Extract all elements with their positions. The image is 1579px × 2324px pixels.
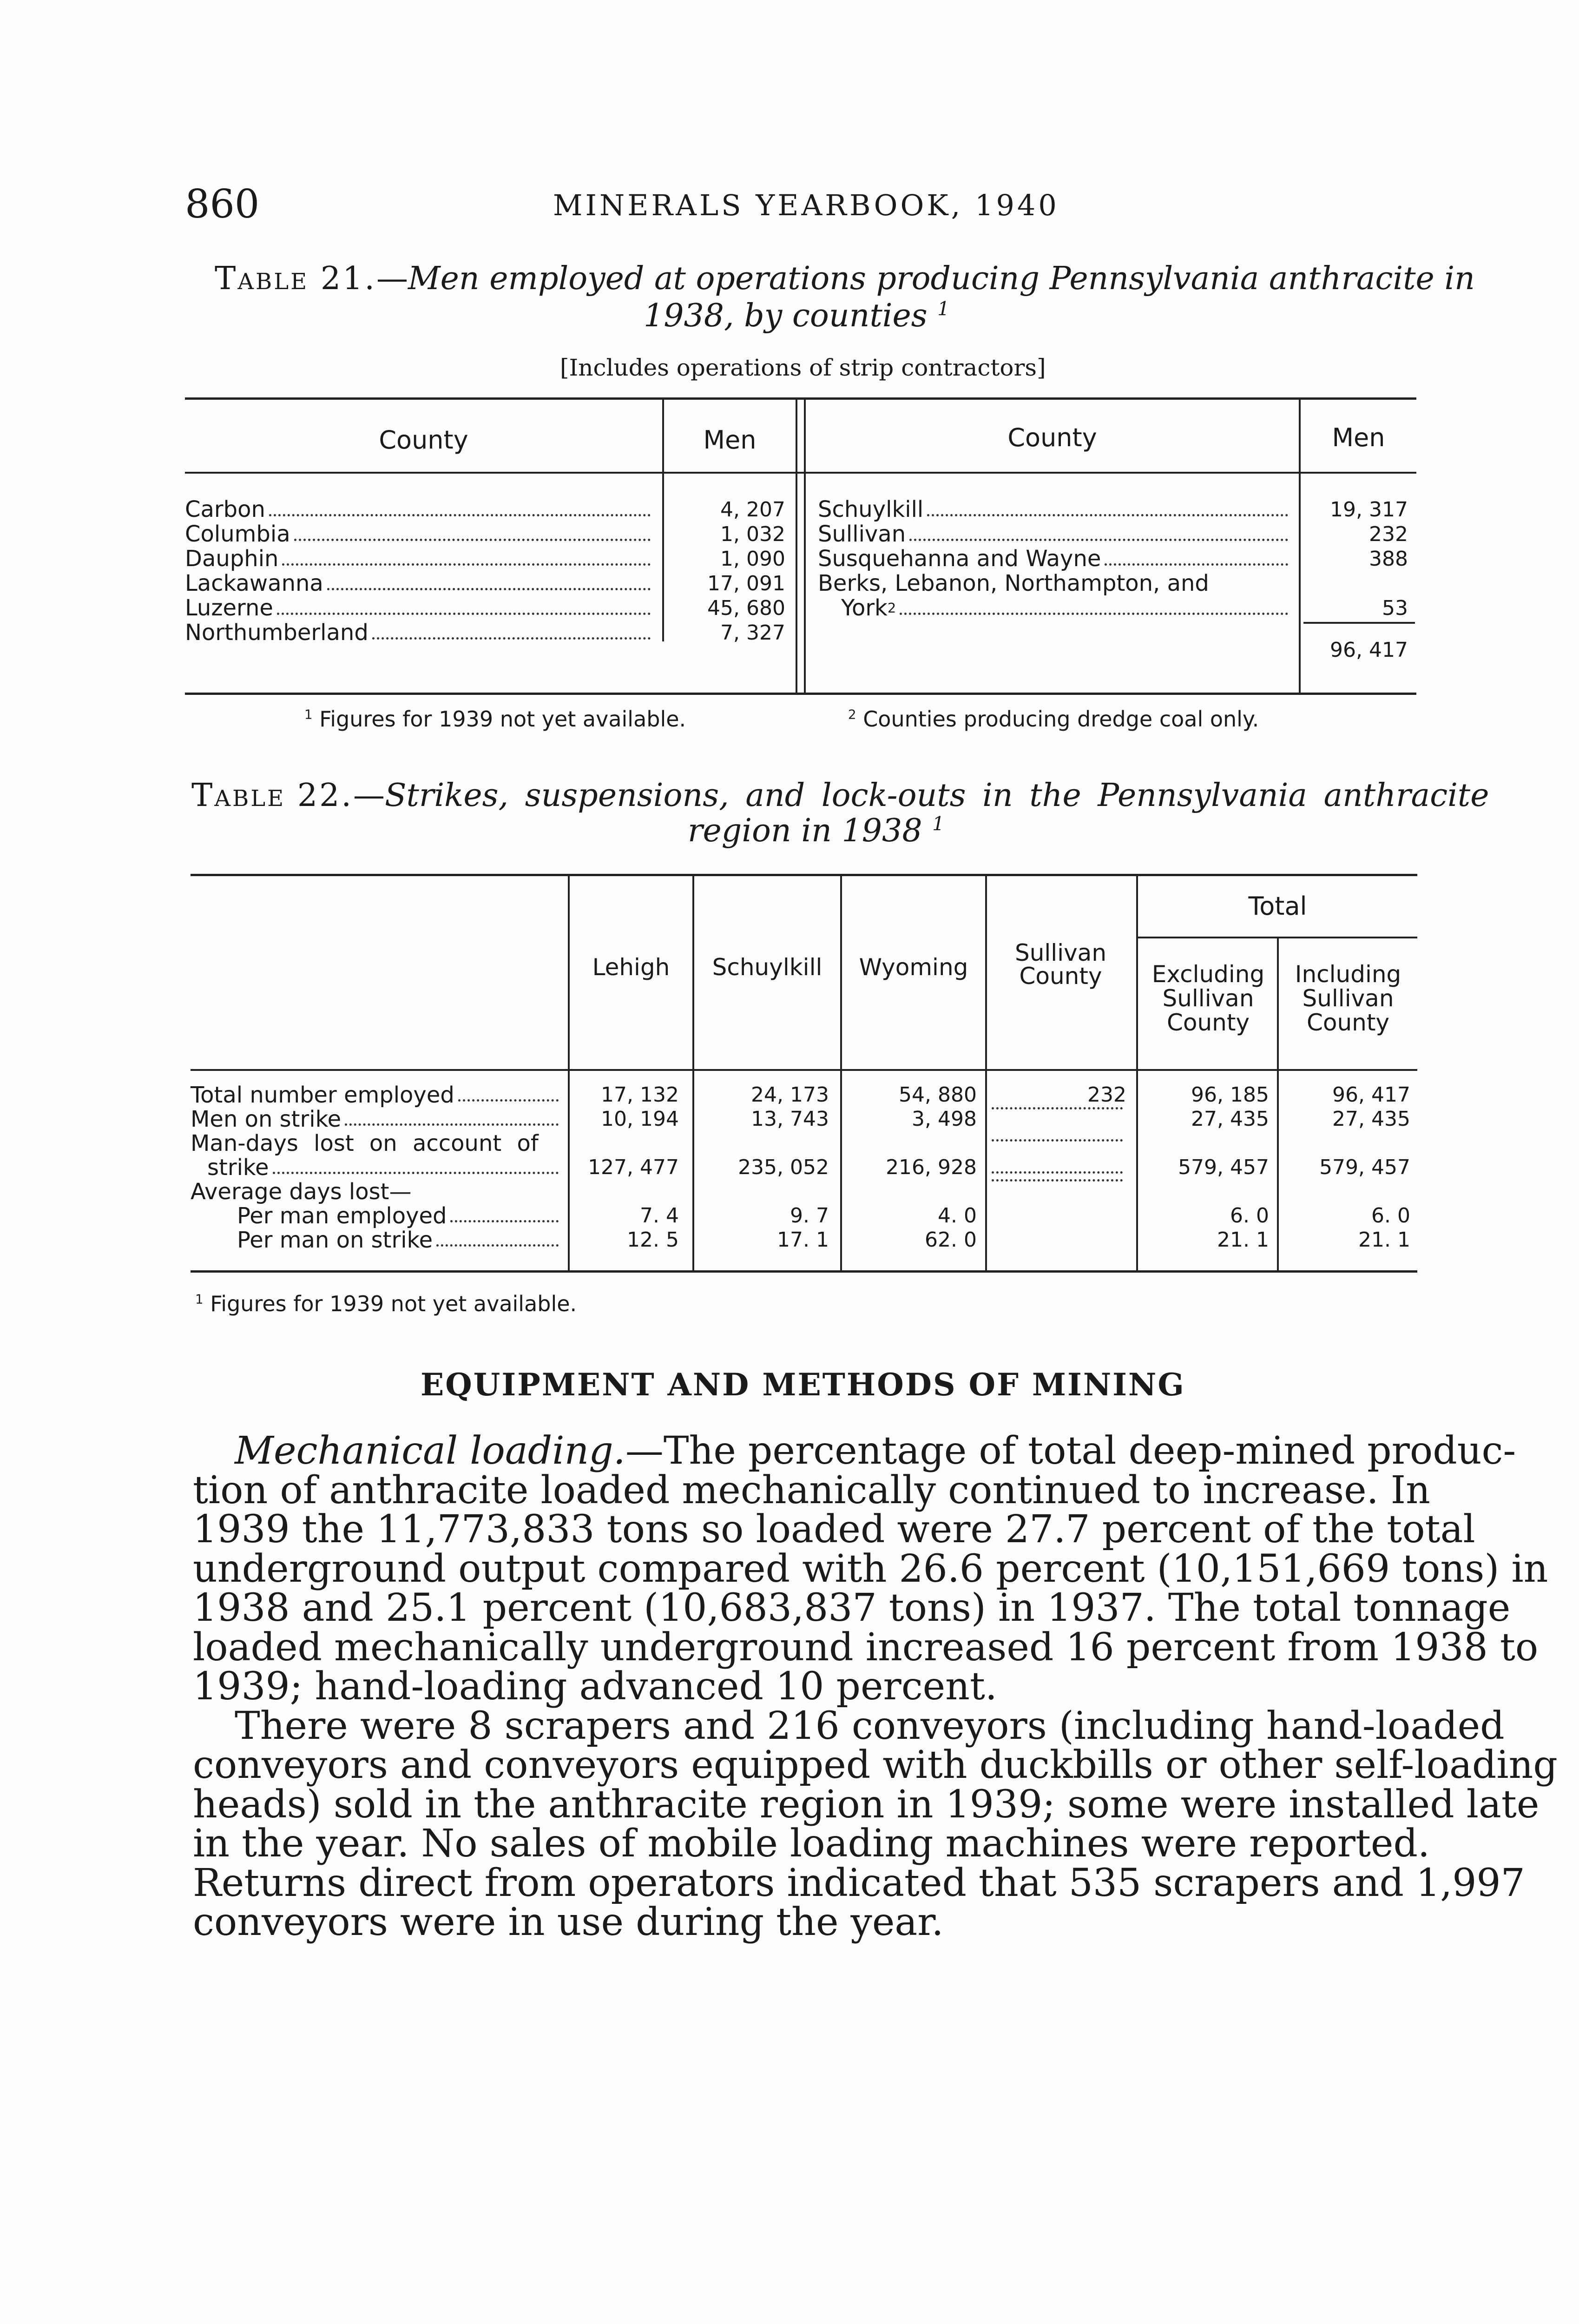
- table21-footnote-mark: 1: [937, 297, 950, 320]
- row-label: Per man on strike: [237, 1227, 433, 1253]
- footnote-text: Figures for 1939 not yet available.: [210, 1291, 577, 1316]
- cell: 21. 1: [1358, 1228, 1410, 1252]
- table22-vrule-4: [985, 876, 987, 1270]
- table21-header-county-right: County: [1007, 423, 1097, 452]
- table21-header-men-right: Men: [1332, 423, 1385, 452]
- paragraph-1-line: 1939; hand-loading advanced 10 percent.: [193, 1664, 997, 1709]
- table21-header-rule: [185, 472, 1416, 474]
- cell: 4. 0: [938, 1204, 977, 1228]
- section-heading: EQUIPMENT AND METHODS OF MINING: [421, 1367, 1185, 1403]
- row-label: Per man employed: [237, 1203, 447, 1229]
- paragraph-1-line: [193, 1429, 1516, 1473]
- table-row: [818, 497, 1292, 522]
- table21-title-line1: Men employed at operations producing Pennsylvania anthracite in: [408, 260, 1475, 297]
- table21-label: Table 21.: [215, 260, 376, 297]
- paragraph-1-line: underground output compared with 26.6 percent (10,151,669 tons) in: [193, 1546, 1548, 1591]
- cell: 10, 194: [601, 1107, 679, 1131]
- paragraph-2-line: conveyors were in use during the year.: [193, 1900, 944, 1944]
- table22-col-excluding: [1138, 1083, 1269, 1252]
- county-name: York: [841, 595, 888, 621]
- men-value: 19, 317: [1330, 498, 1408, 522]
- text-line: —The percentage of total deep-mined produc-: [625, 1429, 1516, 1473]
- table21-title-line2: 1938, by counties: [644, 297, 928, 334]
- table21-right-rows: [818, 497, 1292, 621]
- county-name: Carbon: [185, 496, 265, 522]
- county-name: Schuylkill: [818, 496, 924, 522]
- county-name: Lackawanna: [185, 570, 323, 596]
- paragraph-1-line: tion of anthracite loaded mechanically continued to increase. In: [193, 1468, 1430, 1512]
- cell: 3, 498: [912, 1107, 977, 1131]
- footnote-mark: 1: [304, 706, 313, 722]
- page-number: 860: [185, 181, 260, 227]
- table-row-label: [191, 1107, 562, 1131]
- county-name: Sullivan: [818, 521, 906, 547]
- cell: 13, 743: [751, 1107, 829, 1131]
- cell: 579, 457: [1319, 1155, 1410, 1179]
- table-row: [818, 596, 1292, 621]
- table21-left-men: [669, 497, 785, 645]
- table21-right-men: [1306, 497, 1408, 621]
- cell: 21. 1: [1217, 1228, 1269, 1252]
- men-value: 45, 680: [707, 596, 785, 620]
- footnote-text: Counties producing dredge coal only.: [863, 706, 1259, 732]
- table-row-label: [191, 1131, 562, 1155]
- table-row-label: [191, 1180, 562, 1204]
- cell: 579, 457: [1178, 1155, 1269, 1179]
- cell: 27, 435: [1332, 1107, 1410, 1131]
- table21-subtitle: [Includes operations of strip contractors]: [560, 354, 1046, 381]
- row-label: Man-days lost on account of: [191, 1130, 539, 1156]
- table21-left-rows: [185, 497, 654, 645]
- cell: 54, 880: [899, 1083, 977, 1107]
- men-value: 232: [1369, 522, 1408, 546]
- body-text: [193, 1429, 1558, 1944]
- county-name: Northumberland: [185, 620, 368, 646]
- table22-col-sullivan: [987, 1083, 1126, 1187]
- county-name: Dauphin: [185, 546, 279, 572]
- table22-bottom-rule: [191, 1270, 1417, 1273]
- table22-title-line1: Strikes, suspensions, and lock-outs in the Pennsylvania anthracite: [384, 777, 1489, 814]
- men-value: 7, 327: [720, 621, 785, 645]
- table22-col-wyoming: [842, 1083, 977, 1252]
- cell: 17. 1: [777, 1228, 829, 1252]
- running-title: MINERALS YEARBOOK, 1940: [553, 188, 1059, 222]
- men-value: 388: [1369, 547, 1408, 571]
- paragraph-1-line: 1939 the 11,773,833 tons so loaded were 27.7 percent of the total: [193, 1507, 1475, 1552]
- table21-total-rule: [1303, 622, 1415, 624]
- table22-header-sullivan: Sullivan County: [1014, 939, 1107, 990]
- table-row: [185, 547, 654, 571]
- men-value: 53: [1382, 596, 1408, 620]
- table-row-label: [191, 1083, 562, 1107]
- county-name: Columbia: [185, 521, 290, 547]
- cell: 17, 132: [601, 1083, 679, 1107]
- paragraph-2-line: Returns direct from operators indicated that 535 scrapers and 1,997: [193, 1861, 1525, 1905]
- table21-total: 96, 417: [1330, 638, 1408, 662]
- table21-header-county-left: County: [379, 425, 468, 455]
- table22-footnote-mark: 1: [932, 812, 945, 835]
- cell: 62. 0: [925, 1228, 977, 1252]
- table21-caption: Table 21.—Men employed at operations producing Pennsylvania anthracite in: [215, 260, 1475, 297]
- table21-double-rule-a: [796, 400, 797, 693]
- footnote-mark: 1: [195, 1291, 204, 1307]
- cell-empty: [987, 1171, 1126, 1179]
- row-label: Average days lost—: [191, 1179, 412, 1205]
- county-name: Berks, Lebanon, Northampton, and: [818, 570, 1209, 596]
- county-name: Susquehanna and Wayne: [818, 546, 1101, 572]
- cell: 27, 435: [1191, 1107, 1269, 1131]
- paragraph-2-line: in the year. No sales of mobile loading machines were reported.: [193, 1822, 1430, 1866]
- row-label: strike: [207, 1155, 269, 1181]
- men-value: 4, 207: [720, 498, 785, 522]
- men-value: 1, 032: [720, 522, 785, 546]
- table-row-label: [191, 1228, 562, 1252]
- cell: 7. 4: [640, 1204, 679, 1228]
- row-label: Men on strike: [191, 1106, 342, 1132]
- table21-title-line2-wrap: [644, 297, 949, 334]
- table-row-label: [191, 1204, 562, 1228]
- table22-title-line2-wrap: [688, 812, 944, 849]
- table22-caption: Table 22.—Strikes, suspensions, and lock-outs in the Pennsylvania anthracite: [191, 777, 1489, 814]
- paragraph-lead: Mechanical loading.: [235, 1429, 625, 1473]
- table21-bottom-rule: [185, 693, 1416, 695]
- table22-title-line2: region in 1938: [688, 812, 922, 849]
- table22-footnote: [195, 1291, 577, 1316]
- paragraph-2-line: heads) sold in the anthracite region in 1939; some were installed late: [193, 1782, 1540, 1827]
- table22-header-lehigh: Lehigh: [592, 954, 670, 981]
- row-label: Total number employed: [191, 1082, 454, 1108]
- table-row: [185, 522, 654, 547]
- cell: 6. 0: [1230, 1204, 1269, 1228]
- cell: 12. 5: [627, 1228, 679, 1252]
- cell: 216, 928: [886, 1155, 977, 1179]
- footnote-mark: 2: [848, 706, 856, 722]
- paragraph-1-line: 1938 and 25.1 percent (10,683,837 tons) in 1937. The total tonnage: [193, 1586, 1511, 1630]
- table22-header-wyoming: Wyoming: [859, 954, 968, 981]
- table22-col-schuylkill: [694, 1083, 829, 1252]
- men-value: 1, 090: [720, 547, 785, 571]
- footnote-text: Figures for 1939 not yet available.: [319, 706, 686, 732]
- table-row: [818, 571, 1292, 596]
- cell: 235, 052: [738, 1155, 829, 1179]
- cell: 96, 185: [1191, 1083, 1269, 1107]
- table21-top-rule: [185, 397, 1416, 400]
- table-row: [818, 547, 1292, 571]
- paragraph-2-line: There were 8 scrapers and 216 conveyors (including hand-loaded: [235, 1703, 1505, 1748]
- table22-header-excluding: Excluding Sullivan County: [1151, 961, 1265, 1036]
- cell-empty: [987, 1107, 1126, 1115]
- table22-header-total: Total: [1248, 891, 1307, 921]
- table21-footnote-1: [304, 706, 686, 732]
- table22-header-rule: [191, 1069, 1417, 1071]
- cell: 96, 417: [1332, 1083, 1410, 1107]
- table-row: [185, 497, 654, 522]
- footnote-mark: 2: [887, 600, 896, 616]
- cell: 9. 7: [790, 1204, 829, 1228]
- paragraph-2-line: conveyors and conveyors equipped with duckbills or other self-loading: [193, 1743, 1558, 1787]
- cell: 127, 477: [588, 1155, 679, 1179]
- table-row: [185, 621, 654, 645]
- cell: 24, 173: [751, 1083, 829, 1107]
- men-value: 17, 091: [707, 572, 785, 595]
- cell-empty: [987, 1179, 1126, 1187]
- table-row: [185, 571, 654, 596]
- table22-label: Table 22.: [191, 777, 353, 814]
- cell: 6. 0: [1371, 1204, 1410, 1228]
- table21-header-men-left: Men: [703, 425, 757, 455]
- table22-col-including: [1279, 1083, 1410, 1252]
- table22-col-lehigh: [570, 1083, 679, 1252]
- cell: 232: [1087, 1083, 1126, 1107]
- county-name: Luzerne: [185, 595, 273, 621]
- cell-empty: [987, 1139, 1126, 1147]
- table22-top-rule: [191, 874, 1417, 876]
- paragraph-1-line: loaded mechanically underground increased 16 percent from 1938 to: [193, 1625, 1539, 1670]
- table-row-label: [191, 1155, 562, 1180]
- table21-footnote-2: [848, 706, 1259, 732]
- table-row: [185, 596, 654, 621]
- table-row: [818, 522, 1292, 547]
- table22-row-labels: [191, 1083, 562, 1252]
- table22-header-including: Including Sullivan County: [1295, 961, 1401, 1036]
- table22-header-schuylkill: Schuylkill: [712, 954, 822, 981]
